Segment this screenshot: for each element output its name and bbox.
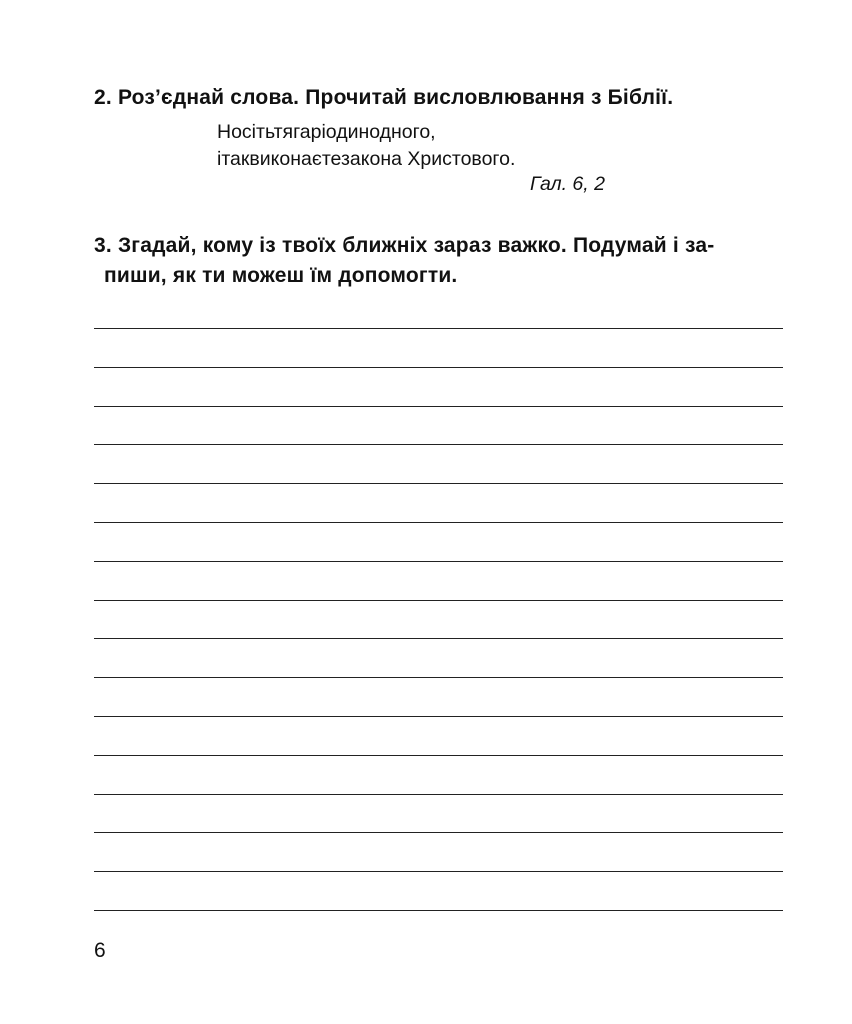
answer-line[interactable] — [94, 716, 783, 717]
answer-line[interactable] — [94, 638, 783, 639]
task-3-title-line-1: 3. Згадай, кому із твоїх ближніх зараз важко. Подумай і за- — [94, 234, 715, 257]
answer-line[interactable] — [94, 444, 783, 445]
answer-line[interactable] — [94, 677, 783, 678]
answer-line[interactable] — [94, 871, 783, 872]
answer-line[interactable] — [94, 328, 783, 329]
answer-line[interactable] — [94, 561, 783, 562]
answer-lines[interactable] — [94, 0, 783, 1024]
answer-line[interactable] — [94, 522, 783, 523]
answer-line[interactable] — [94, 367, 783, 368]
answer-line[interactable] — [94, 832, 783, 833]
answer-line[interactable] — [94, 406, 783, 407]
bible-quote-line-1: Носітьтягаріодинодного, — [217, 121, 436, 143]
answer-line[interactable] — [94, 794, 783, 795]
page-number: 6 — [94, 939, 106, 962]
task-3-title-line-2: пиши, як ти можеш їм допомогти. — [104, 264, 458, 287]
task-2-title: 2. Роз’єднай слова. Прочитай висловлювання з Біблії. — [94, 86, 674, 109]
answer-line[interactable] — [94, 755, 783, 756]
bible-quote-line-2: ітаквиконаєтезакона Христового. — [217, 148, 516, 170]
answer-line[interactable] — [94, 600, 783, 601]
bible-reference: Гал. 6, 2 — [530, 173, 605, 195]
answer-line[interactable] — [94, 483, 783, 484]
answer-line[interactable] — [94, 910, 783, 911]
